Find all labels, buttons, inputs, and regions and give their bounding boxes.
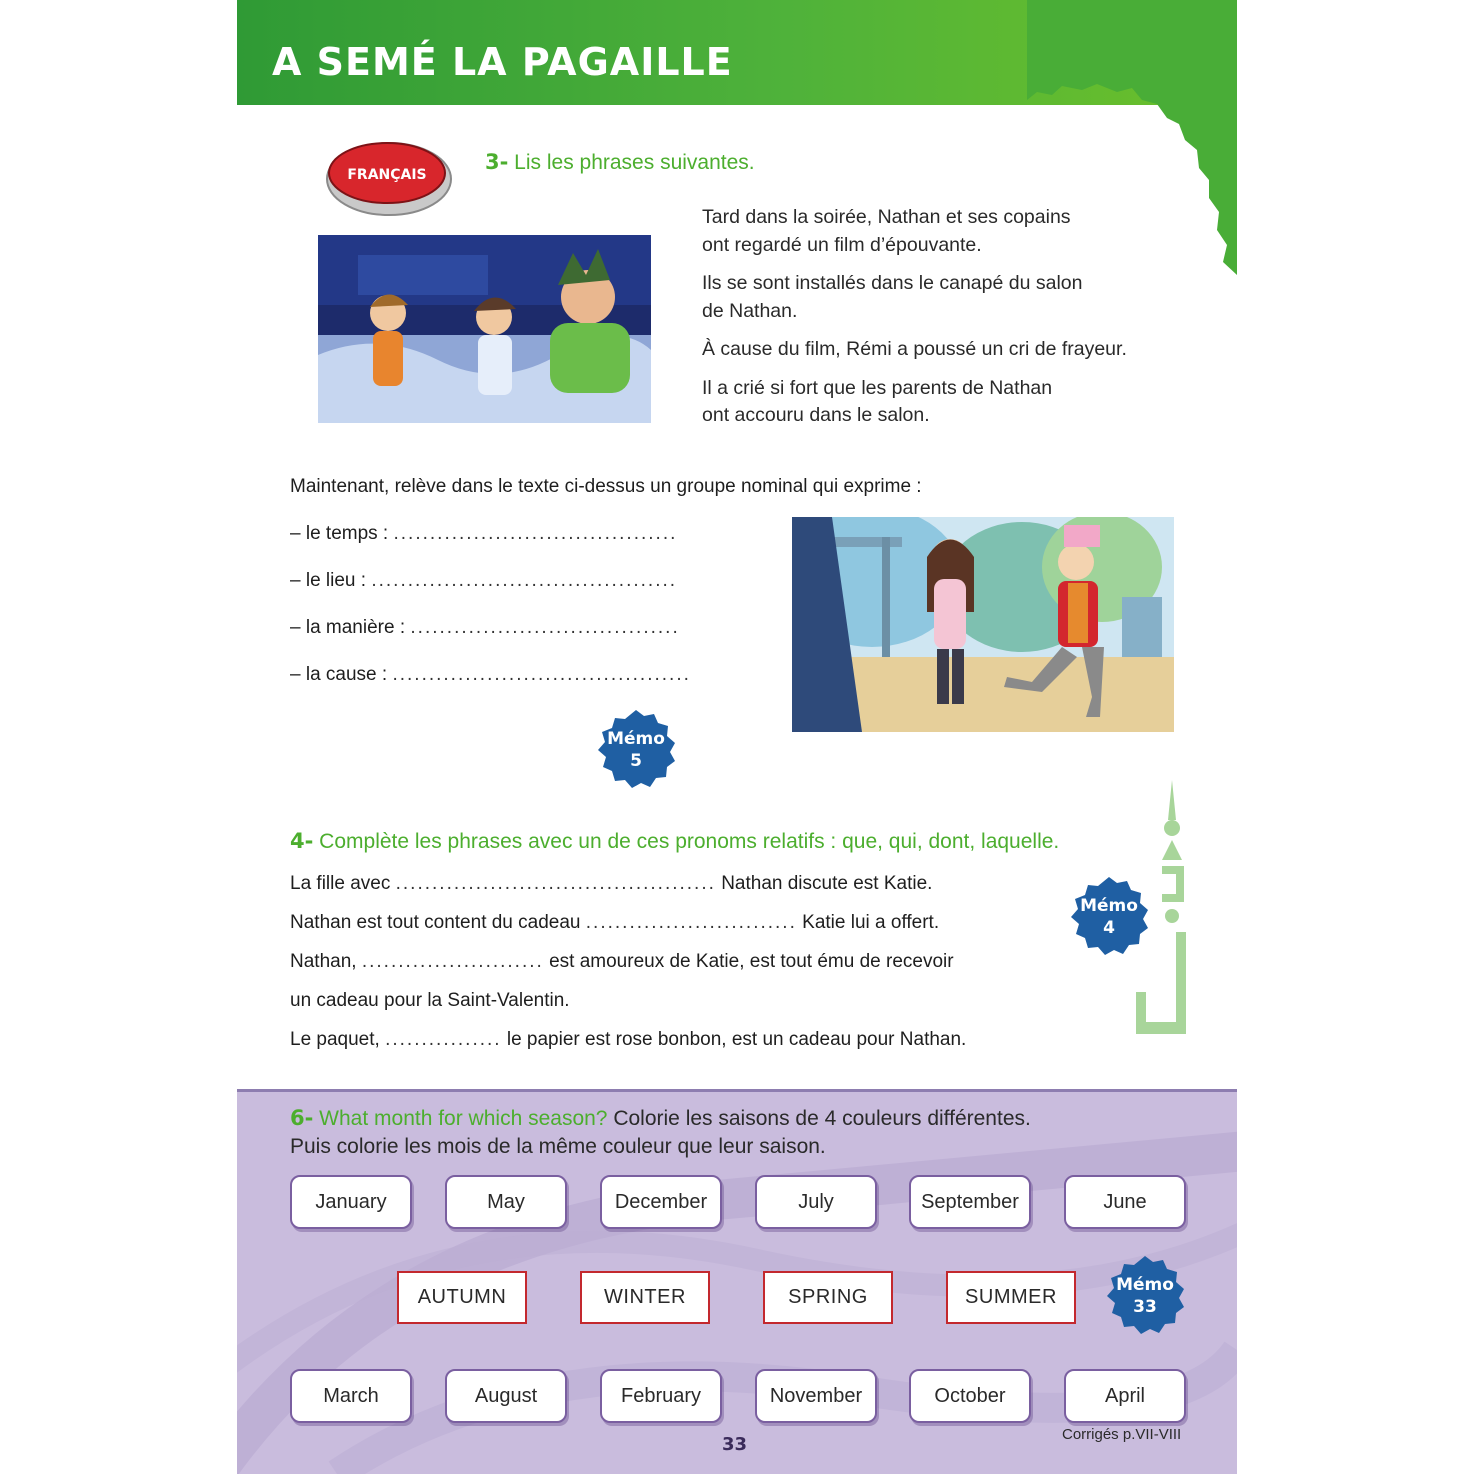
story-line: Il a crié si fort que les parents de Nathan [702, 376, 1053, 399]
exercise-4-heading [290, 829, 1059, 854]
sentence-after: Nathan discute est Katie. [721, 873, 933, 894]
month-box[interactable]: July [755, 1175, 877, 1229]
month-box[interactable]: February [600, 1369, 722, 1423]
exercise-6-heading [290, 1104, 1031, 1161]
memo-title: Mémo [1080, 896, 1138, 916]
exercise-6-number: 6- [290, 1106, 314, 1130]
story-paragraph [702, 375, 1162, 430]
tower-decoration [1132, 780, 1192, 1040]
month-box[interactable]: January [290, 1175, 412, 1229]
memo-33-badge[interactable] [1104, 1254, 1186, 1336]
cartoon-image-couch [318, 235, 651, 423]
story-line: ont accouru dans le salon. [702, 404, 930, 426]
season-box[interactable]: AUTUMN [397, 1271, 527, 1324]
month-box[interactable]: November [755, 1369, 877, 1423]
exercise-4-number: 4- [290, 829, 314, 853]
story-line: Ils se sont installés dans le canapé du salon [702, 272, 1083, 294]
sentence-before: La fille avec [290, 873, 391, 894]
francais-badge-label: FRANÇAIS [347, 167, 427, 183]
answer-dots[interactable]: .......................................... [371, 570, 678, 591]
story-paragraph [702, 270, 1162, 325]
story-line: Tard dans la soirée, Nathan et ses copains [702, 206, 1071, 228]
answer-line-cause[interactable] [290, 664, 691, 686]
exercise-3-prompt: Maintenant, relève dans le texte ci-dessus un groupe nominal qui exprime : [290, 476, 922, 497]
sentence-3-continued [290, 990, 570, 1012]
memo-title: Mémo [1116, 1275, 1174, 1295]
month-box[interactable]: August [445, 1369, 567, 1423]
month-box[interactable]: June [1064, 1175, 1186, 1229]
answer-label: – la manière : [290, 617, 406, 638]
sentence-before: Nathan est tout content du cadeau [290, 912, 581, 933]
answer-label: – le temps : [290, 523, 389, 544]
exercise-6-instruction-2: Puis colorie les mois de la même couleur que leur saison. [290, 1135, 826, 1158]
sentence-2 [290, 912, 939, 934]
memo-number: 5 [630, 751, 642, 771]
sentence-before: un cadeau pour la Saint-Valentin. [290, 990, 570, 1011]
exercise-4-instruction: Complète les phrases avec un de ces pronoms relatifs : que, qui, dont, laquelle. [319, 830, 1060, 853]
season-box[interactable]: WINTER [580, 1271, 710, 1324]
memo-number: 4 [1103, 918, 1115, 938]
month-box[interactable]: April [1064, 1369, 1186, 1423]
sentence-blank[interactable]: ................ [385, 1029, 502, 1050]
sentence-1 [290, 873, 932, 895]
sentence-4 [290, 1029, 966, 1051]
season-box[interactable]: SPRING [763, 1271, 893, 1324]
sentence-blank[interactable]: ............................................ [395, 873, 716, 894]
story-text [702, 204, 1162, 441]
sentence-after: est amoureux de Katie, est tout ému de recevoir [549, 951, 954, 972]
answer-dots[interactable]: ..................................... [410, 617, 680, 638]
answer-label: – la cause : [290, 664, 388, 685]
story-paragraph [702, 204, 1162, 259]
answers-reference: Corrigés p.VII-VIII [1062, 1426, 1182, 1443]
story-line: À cause du film, Rémi a poussé un cri de frayeur. [702, 338, 1127, 360]
month-box[interactable]: October [909, 1369, 1031, 1423]
exercise-3-heading [485, 150, 755, 175]
exercise-6-instruction-1: Colorie les saisons de 4 couleurs différentes. [613, 1107, 1031, 1130]
francais-badge-icon [325, 139, 453, 217]
sentence-before: Le paquet, [290, 1029, 380, 1050]
memo-title: Mémo [607, 729, 665, 749]
panel-border [237, 1089, 1237, 1092]
answer-line-temps[interactable] [290, 523, 677, 545]
sentence-after: le papier est rose bonbon, est un cadeau pour Nathan. [506, 1029, 967, 1050]
answer-line-lieu[interactable] [290, 570, 677, 592]
exercise-6-english: What month for which season? [319, 1107, 608, 1130]
sentence-before: Nathan, [290, 951, 357, 972]
sentence-blank[interactable]: ............................. [585, 912, 797, 933]
month-box[interactable]: March [290, 1369, 412, 1423]
page-title: A SEMÉ LA PAGAILLE [272, 40, 733, 84]
story-line: de Nathan. [702, 299, 798, 322]
page-number: 33 [722, 1434, 748, 1455]
memo-5-badge[interactable] [595, 708, 677, 790]
sentence-blank[interactable]: ......................... [361, 951, 544, 972]
answer-label: – le lieu : [290, 570, 367, 591]
memo-number: 33 [1133, 1297, 1157, 1317]
month-box[interactable]: May [445, 1175, 567, 1229]
exercise-3-instruction: Lis les phrases suivantes. [514, 151, 755, 174]
sentence-after: Katie lui a offert. [802, 912, 940, 933]
answer-dots[interactable]: ......................................... [392, 664, 691, 685]
month-box[interactable]: September [909, 1175, 1031, 1229]
sentence-3 [290, 951, 954, 973]
exercise-3-number: 3- [485, 150, 509, 174]
cartoon-image-gift [792, 517, 1174, 732]
answer-line-maniere[interactable] [290, 617, 680, 639]
answer-dots[interactable]: ....................................... [393, 523, 678, 544]
month-box[interactable]: December [600, 1175, 722, 1229]
season-box[interactable]: SUMMER [946, 1271, 1076, 1324]
story-paragraph [702, 336, 1162, 364]
workbook-page [237, 0, 1237, 1474]
story-line: ont regardé un film d’épouvante. [702, 233, 982, 256]
